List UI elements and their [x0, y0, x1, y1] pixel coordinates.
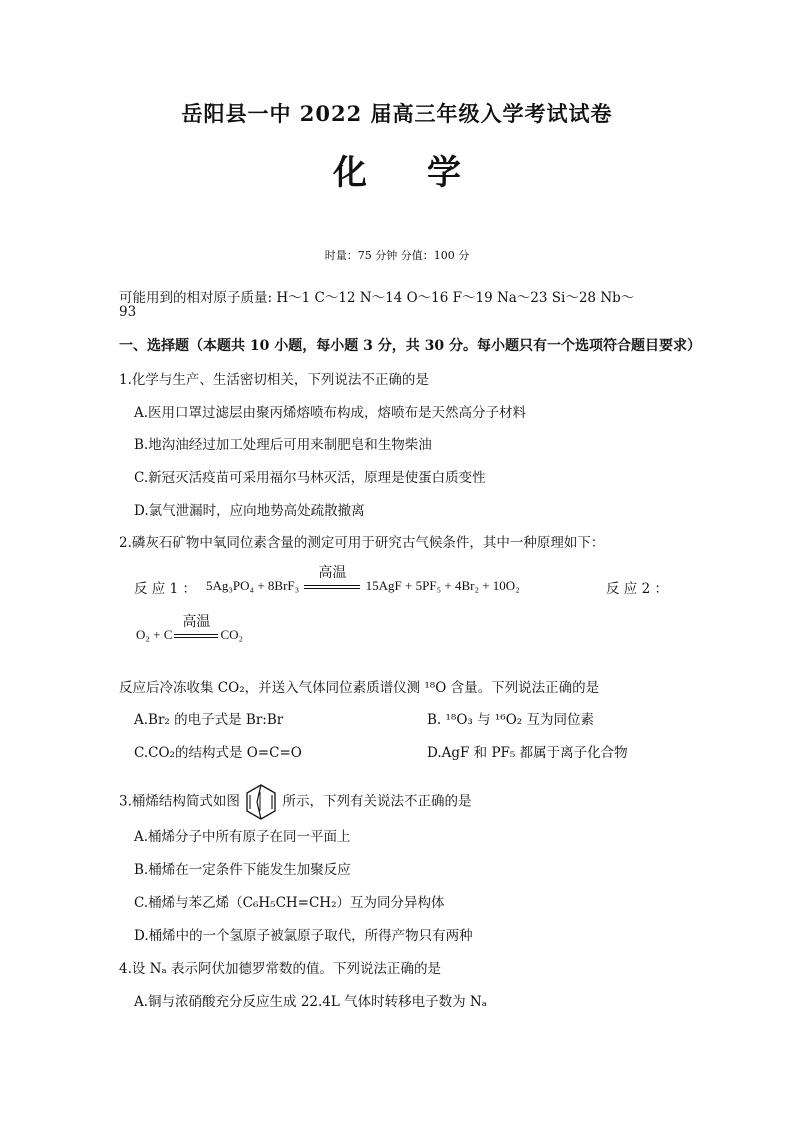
q4-option-a: A.铜与浓硝酸充分反应生成 22.4L 气体时转移电子数为 Nₐ — [134, 994, 487, 1010]
subject-title: 化学 — [333, 153, 521, 193]
q1-option-c: C.新冠灭活疫苗可采用福尔马林灭活，原理是使蛋白质变性 — [134, 470, 486, 486]
q2-option-a: A.Br₂ 的电子式是 Br:Br — [134, 712, 284, 728]
reaction-1-equation — [206, 565, 520, 594]
reaction-1-arrow — [304, 565, 360, 594]
reaction-2-equation — [136, 614, 244, 643]
atomic-mass-line-cont: 93 — [119, 304, 137, 320]
q2-option-b: B. ¹⁸O₃ 与 ¹⁶O₂ 互为同位素 — [427, 712, 594, 728]
reaction-1-condition: 高温 — [318, 565, 347, 582]
question-4-stem: 4.设 Nₐ 表示阿伏加德罗常数的值。下列说法正确的是 — [119, 961, 441, 977]
q3-option-d: D.桶烯中的一个氢原子被氯原子取代，所得产物只有两种 — [134, 928, 473, 944]
question-1-stem: 1.化学与生产、生活密切相关，下列说法不正确的是 — [119, 372, 429, 388]
reaction-1-reactants: 5Ag₃PO₄ + 8BrF₃ — [206, 578, 300, 593]
question-2-stem: 2.磷灰石矿物中氧同位素含量的测定可用于研究古气候条件，其中一种原理如下： — [119, 535, 605, 551]
reaction-2-products: CO₂ — [220, 627, 244, 642]
question-3-stem — [119, 783, 471, 821]
q3-option-a: A.桶烯分子中所有原子在同一平面上 — [134, 829, 351, 845]
barrelene-structure-image — [244, 783, 278, 821]
q1-option-a: A.医用口罩过滤层由聚丙烯熔喷布构成，熔喷布是天然高分子材料 — [134, 405, 527, 421]
q1-option-d: D.氯气泄漏时，应向地势高处疏散撤离 — [134, 503, 365, 519]
section-heading: 一、选择题（本题共 10 小题，每小题 3 分，共 30 分。每小题只有一个选项符合题目要求） — [119, 338, 701, 354]
q2-option-c: C.CO₂的结构式是 O=C=O — [134, 745, 302, 761]
reaction-1-products: 15AgF + 5PF₅ + 4Br₂ + 10O₂ — [365, 578, 520, 593]
reaction-1-label: 反 应 1 ： — [134, 581, 196, 597]
question-3-stem-post: 所示，下列有关说法不正确的是 — [282, 793, 472, 810]
question-2-followup: 反应后冷冻收集 CO₂，并送入气体同位素质谱仪测 ¹⁸O 含量。下列说法正确的是 — [119, 680, 600, 696]
reaction-2-arrow — [174, 614, 218, 643]
q3-option-c: C.桶烯与苯乙烯（C₆H₅CH=CH₂）互为同分异构体 — [134, 895, 445, 911]
q2-option-d: D.AgF 和 PF₅ 都属于离子化合物 — [427, 745, 628, 761]
question-3-stem-pre: 3.桶烯结构简式如图 — [119, 793, 240, 810]
reaction-2-label: 反 应 2 ： — [606, 581, 668, 597]
q1-option-b: B.地沟油经过加工处理后可用来制肥皂和生物柴油 — [134, 437, 432, 453]
atomic-mass-line: 可能用到的相对原子质量: H～1 C～12 N～14 O～16 F～19 Na～23 Si～28 Nb～ — [119, 290, 635, 306]
q3-option-b: B.桶烯在一定条件下能发生加聚反应 — [134, 862, 351, 878]
exam-title: 岳阳县一中 2022 届高三年级入学考试试卷 — [181, 101, 613, 126]
reaction-2-condition: 高温 — [182, 614, 211, 631]
exam-meta: 时量：75 分钟 分值：100 分 — [324, 249, 470, 262]
reaction-2-reactants: O₂ + C — [136, 627, 173, 642]
